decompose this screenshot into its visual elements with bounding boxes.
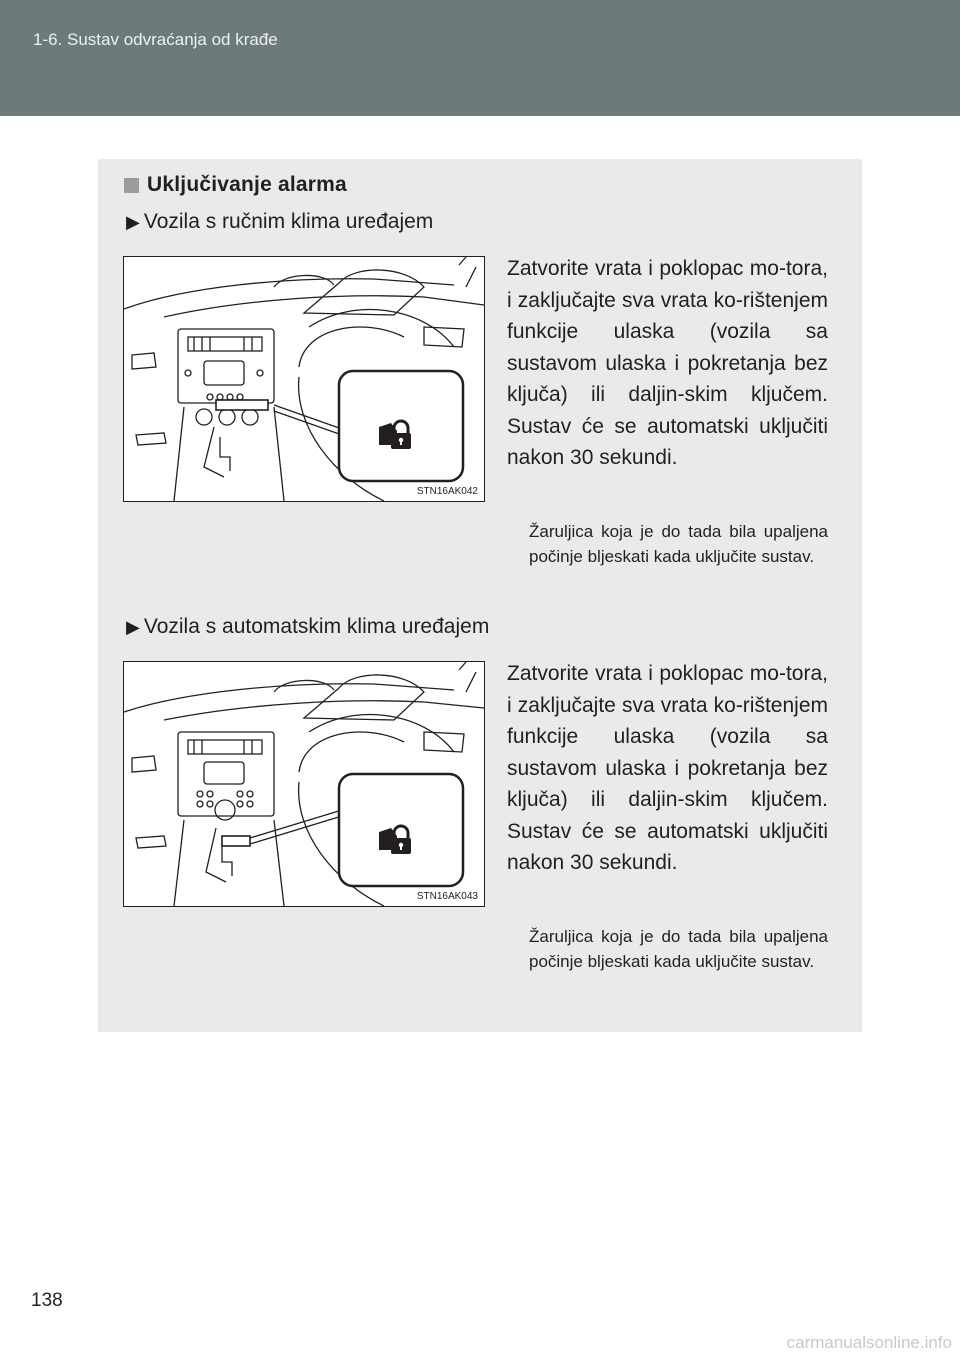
subheading-text: Vozila s ručnim klima uređajem <box>143 210 434 233</box>
note-text: Žaruljica koja je do tada bila upaljena počinje bljeskati kada uključite sustav. <box>529 522 828 566</box>
subheading-text: Vozila s automatskim klima uređajem <box>143 615 490 638</box>
heading-text: Uključivanje alarma <box>147 173 347 196</box>
figure-manual-ac <box>123 256 485 502</box>
triangle-bullet-icon: ▶ <box>126 211 140 232</box>
square-bullet-icon <box>124 178 139 193</box>
instruction-text: Zatvorite vrata i poklopac mo-tora, i zaključajte sva vrata ko-rištenjem funkcije ulaska (vozila sa sustavom ulaska i pokretanja bez ključa) ili daljin-skim ključem. Sustav će se automatski uključiti nakon 30 sekundi. <box>507 662 828 874</box>
section-title: 1-6. Sustav odvraćanja od krađe <box>33 30 278 49</box>
dashboard-illustration <box>124 257 484 501</box>
page-number: 138 <box>31 1290 63 1311</box>
subheading-manual-ac <box>126 210 433 234</box>
figure-auto-ac <box>123 661 485 907</box>
figure-code: STN16AK042 <box>416 486 478 497</box>
note-text: Žaruljica koja je do tada bila upaljena počinje bljeskati kada uključite sustav. <box>529 927 828 971</box>
subheading-auto-ac <box>126 615 489 639</box>
instruction-text: Zatvorite vrata i poklopac mo-tora, i zaključajte sva vrata ko-rištenjem funkcije ulaska (vozila sa sustavom ulaska i pokretanja bez ključa) ili daljin-skim ključem. Sustav će se automatski uključiti nakon 30 sekundi. <box>507 257 828 469</box>
page-header <box>0 0 960 116</box>
section-heading <box>124 173 347 197</box>
watermark: carmanualsonline.info <box>786 1333 952 1352</box>
figure-code: STN16AK043 <box>416 891 478 902</box>
dashboard-illustration <box>124 662 484 906</box>
triangle-bullet-icon: ▶ <box>126 616 140 637</box>
